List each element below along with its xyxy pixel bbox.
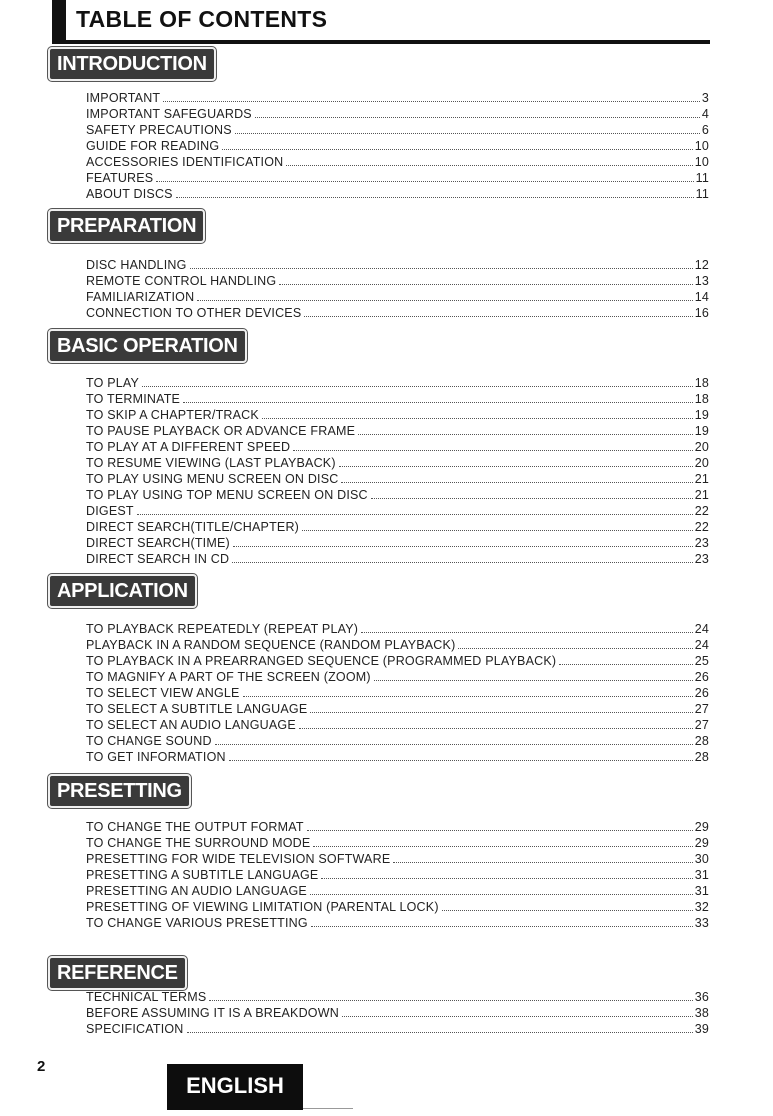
toc-entry-label: DIRECT SEARCH IN CD bbox=[86, 552, 230, 566]
toc-entry bbox=[86, 915, 709, 931]
toc-entry bbox=[86, 835, 709, 851]
toc-entry-page: 29 bbox=[694, 820, 709, 834]
toc-entry-label: TO PLAY USING TOP MENU SCREEN ON DISC bbox=[86, 488, 368, 502]
toc-entry-label: TECHNICAL TERMS bbox=[86, 990, 207, 1004]
dot-leader bbox=[279, 284, 692, 285]
toc-entry-label: REMOTE CONTROL HANDLING bbox=[86, 274, 277, 288]
dot-leader bbox=[243, 696, 693, 697]
toc-entry-page: 24 bbox=[694, 638, 709, 652]
toc-entry-page: 21 bbox=[694, 472, 709, 486]
toc-entry-label: DIGEST bbox=[86, 504, 134, 518]
dot-leader bbox=[310, 894, 693, 895]
toc-entry bbox=[86, 899, 709, 915]
dot-leader bbox=[233, 546, 693, 547]
toc-entry bbox=[86, 701, 709, 717]
toc-entry-page: 26 bbox=[694, 686, 709, 700]
toc-entry-page: 39 bbox=[694, 1022, 709, 1036]
toc-entry-page: 11 bbox=[695, 187, 709, 201]
toc-entry bbox=[86, 503, 709, 519]
toc-entry-page: 26 bbox=[694, 670, 709, 684]
dot-leader bbox=[215, 744, 693, 745]
page-number: 2 bbox=[37, 1058, 46, 1075]
dot-leader bbox=[374, 680, 693, 681]
dot-leader bbox=[209, 1000, 692, 1001]
dot-leader bbox=[262, 418, 693, 419]
dot-leader bbox=[187, 1032, 693, 1033]
toc-entry-label: TO RESUME VIEWING (LAST PLAYBACK) bbox=[86, 456, 336, 470]
toc-entry-label: TO SKIP A CHAPTER/TRACK bbox=[86, 408, 259, 422]
dot-leader bbox=[307, 830, 693, 831]
toc-entry-label: PLAYBACK IN A RANDOM SEQUENCE (RANDOM PLAYBACK) bbox=[86, 638, 456, 652]
toc-entry-label: TO PLAY USING MENU SCREEN ON DISC bbox=[86, 472, 339, 486]
dot-leader bbox=[361, 632, 693, 633]
toc-entry-label: TO CHANGE THE SURROUND MODE bbox=[86, 836, 311, 850]
toc-entry bbox=[86, 519, 709, 535]
toc-entry bbox=[86, 391, 709, 407]
toc-entry bbox=[86, 637, 709, 653]
toc-entry-page: 20 bbox=[694, 456, 709, 470]
toc-entry bbox=[86, 487, 709, 503]
toc-entry-page: 24 bbox=[694, 622, 709, 636]
toc-entry-page: 36 bbox=[694, 990, 709, 1004]
toc-entry-page: 18 bbox=[694, 376, 709, 390]
toc-entry-page: 19 bbox=[694, 408, 709, 422]
dot-leader bbox=[176, 197, 694, 198]
toc-entry-page: 11 bbox=[695, 171, 709, 185]
toc-entry-page: 30 bbox=[694, 852, 709, 866]
toc-entry-page: 14 bbox=[694, 290, 709, 304]
dot-leader bbox=[163, 101, 700, 102]
dot-leader bbox=[235, 133, 700, 134]
toc-entry-page: 27 bbox=[694, 702, 709, 716]
dot-leader bbox=[313, 846, 692, 847]
toc-entry-page: 38 bbox=[694, 1006, 709, 1020]
section-heading-presetting: PRESETTING bbox=[48, 774, 191, 808]
toc-entry bbox=[86, 819, 709, 835]
section-heading-application: APPLICATION bbox=[48, 574, 197, 608]
dot-leader bbox=[304, 316, 692, 317]
toc-entry bbox=[86, 423, 709, 439]
toc-entry-label: PRESETTING AN AUDIO LANGUAGE bbox=[86, 884, 307, 898]
toc-entry-label: SAFETY PRECAUTIONS bbox=[86, 123, 232, 137]
toc-entry bbox=[86, 535, 709, 551]
dot-leader bbox=[371, 498, 693, 499]
toc-entry-page: 13 bbox=[694, 274, 709, 288]
toc-entry-label: PRESETTING FOR WIDE TELEVISION SOFTWARE bbox=[86, 852, 391, 866]
dot-leader bbox=[293, 450, 692, 451]
dot-leader bbox=[310, 712, 692, 713]
toc-entry bbox=[86, 669, 709, 685]
toc-entry bbox=[86, 154, 709, 170]
toc-entry-page: 10 bbox=[694, 155, 709, 169]
section-heading-reference: REFERENCE bbox=[48, 956, 187, 990]
toc-entry-page: 22 bbox=[694, 520, 709, 534]
toc-entry-page: 25 bbox=[694, 654, 709, 668]
toc-entry-label: TO PAUSE PLAYBACK OR ADVANCE FRAME bbox=[86, 424, 356, 438]
dot-leader bbox=[137, 514, 693, 515]
toc-entry-page: 31 bbox=[694, 884, 709, 898]
toc-entry bbox=[86, 138, 709, 154]
toc-entry-page: 19 bbox=[694, 424, 709, 438]
toc-entry bbox=[86, 186, 709, 202]
toc-entry-page: 23 bbox=[694, 552, 709, 566]
toc-entry bbox=[86, 685, 709, 701]
dot-leader bbox=[393, 862, 692, 863]
toc-entry-label: IMPORTANT SAFEGUARDS bbox=[86, 107, 252, 121]
dot-leader bbox=[255, 117, 700, 118]
toc-entry bbox=[86, 170, 709, 186]
toc-entry bbox=[86, 621, 709, 637]
toc-entry bbox=[86, 867, 709, 883]
toc-entry bbox=[86, 989, 709, 1005]
toc-entry-page: 20 bbox=[694, 440, 709, 454]
dot-leader bbox=[222, 149, 692, 150]
toc-entry-label: ABOUT DISCS bbox=[86, 187, 173, 201]
dot-leader bbox=[286, 165, 692, 166]
toc-entry-label: BEFORE ASSUMING IT IS A BREAKDOWN bbox=[86, 1006, 339, 1020]
toc-entry bbox=[86, 733, 709, 749]
dot-leader bbox=[442, 910, 693, 911]
toc-entry bbox=[86, 305, 709, 321]
dot-leader bbox=[302, 530, 693, 531]
section-entries bbox=[86, 375, 709, 567]
toc-entry-label: TO CHANGE VARIOUS PRESETTING bbox=[86, 916, 308, 930]
language-tab: ENGLISH bbox=[167, 1064, 303, 1110]
toc-entry-label: TO GET INFORMATION bbox=[86, 750, 226, 764]
dot-leader bbox=[142, 386, 693, 387]
toc-entry-page: 12 bbox=[694, 258, 709, 272]
toc-entry-label: PRESETTING A SUBTITLE LANGUAGE bbox=[86, 868, 319, 882]
toc-entry-page: 3 bbox=[701, 91, 709, 105]
toc-entry-label: TO MAGNIFY A PART OF THE SCREEN (ZOOM) bbox=[86, 670, 371, 684]
dot-leader bbox=[458, 648, 692, 649]
dot-leader bbox=[232, 562, 693, 563]
dot-leader bbox=[559, 664, 692, 665]
toc-entry bbox=[86, 883, 709, 899]
toc-entry bbox=[86, 122, 709, 138]
toc-entry-page: 32 bbox=[694, 900, 709, 914]
toc-entry-label: GUIDE FOR READING bbox=[86, 139, 220, 153]
toc-entry bbox=[86, 749, 709, 765]
toc-entry bbox=[86, 1005, 709, 1021]
toc-entry-label: TO SELECT VIEW ANGLE bbox=[86, 686, 240, 700]
toc-entry-label: IMPORTANT bbox=[86, 91, 161, 105]
section-entries bbox=[86, 621, 709, 765]
page-title: TABLE OF CONTENTS bbox=[76, 6, 328, 32]
toc-entry-page: 29 bbox=[694, 836, 709, 850]
toc-entry-label: DIRECT SEARCH(TIME) bbox=[86, 536, 230, 550]
toc-entry-page: 27 bbox=[694, 718, 709, 732]
toc-entry-label: FEATURES bbox=[86, 171, 154, 185]
section-heading-preparation: PREPARATION bbox=[48, 209, 205, 243]
toc-entry-label: TO PLAYBACK IN A PREARRANGED SEQUENCE (PROGRAMMED PLAYBACK) bbox=[86, 654, 557, 668]
section-entries bbox=[86, 989, 709, 1037]
toc-entry-label: TO SELECT A SUBTITLE LANGUAGE bbox=[86, 702, 308, 716]
toc-entry bbox=[86, 471, 709, 487]
toc-entry bbox=[86, 90, 709, 106]
toc-entry bbox=[86, 106, 709, 122]
dot-leader bbox=[341, 482, 692, 483]
toc-entry-page: 28 bbox=[694, 750, 709, 764]
toc-entry bbox=[86, 851, 709, 867]
toc-entry bbox=[86, 653, 709, 669]
dot-leader bbox=[190, 268, 693, 269]
toc-entry-page: 22 bbox=[694, 504, 709, 518]
dot-leader bbox=[183, 402, 693, 403]
section-entries bbox=[86, 819, 709, 931]
dot-leader bbox=[156, 181, 693, 182]
toc-entry bbox=[86, 1021, 709, 1037]
toc-entry bbox=[86, 257, 709, 273]
toc-entry bbox=[86, 289, 709, 305]
dot-leader bbox=[342, 1016, 693, 1017]
toc-entry-label: DISC HANDLING bbox=[86, 258, 187, 272]
dot-leader bbox=[229, 760, 693, 761]
toc-entry-label: TO SELECT AN AUDIO LANGUAGE bbox=[86, 718, 296, 732]
section-heading-basic-operation: BASIC OPERATION bbox=[48, 329, 247, 363]
toc-entry-page: 4 bbox=[701, 107, 709, 121]
toc-entry-label: DIRECT SEARCH(TITLE/CHAPTER) bbox=[86, 520, 300, 534]
dot-leader bbox=[197, 300, 692, 301]
toc-entry-label: CONNECTION TO OTHER DEVICES bbox=[86, 306, 302, 320]
dot-leader bbox=[299, 728, 693, 729]
toc-entry bbox=[86, 455, 709, 471]
toc-entry-label: TO PLAY AT A DIFFERENT SPEED bbox=[86, 440, 291, 454]
toc-entry bbox=[86, 717, 709, 733]
toc-entry bbox=[86, 407, 709, 423]
toc-entry bbox=[86, 375, 709, 391]
toc-entry bbox=[86, 439, 709, 455]
toc-entry bbox=[86, 273, 709, 289]
toc-entry bbox=[86, 551, 709, 567]
dot-leader bbox=[321, 878, 692, 879]
toc-entry-page: 16 bbox=[694, 306, 709, 320]
toc-entry-page: 31 bbox=[694, 868, 709, 882]
footer-divider bbox=[303, 1108, 353, 1109]
toc-entry-label: TO PLAY bbox=[86, 376, 140, 390]
section-heading-introduction: INTRODUCTION bbox=[48, 47, 216, 81]
toc-entry-page: 28 bbox=[694, 734, 709, 748]
section-entries bbox=[86, 90, 709, 202]
toc-entry-page: 6 bbox=[701, 123, 709, 137]
section-entries bbox=[86, 257, 709, 321]
toc-entry-label: FAMILIARIZATION bbox=[86, 290, 195, 304]
toc-entry-page: 10 bbox=[694, 139, 709, 153]
dot-leader bbox=[311, 926, 693, 927]
header-accent-bar bbox=[52, 0, 66, 44]
toc-entry-page: 18 bbox=[694, 392, 709, 406]
dot-leader bbox=[358, 434, 693, 435]
toc-entry-label: TO TERMINATE bbox=[86, 392, 181, 406]
toc-entry-label: TO PLAYBACK REPEATEDLY (REPEAT PLAY) bbox=[86, 622, 359, 636]
toc-entry-page: 33 bbox=[694, 916, 709, 930]
header-rule bbox=[52, 40, 710, 44]
dot-leader bbox=[339, 466, 693, 467]
toc-entry-label: ACCESSORIES IDENTIFICATION bbox=[86, 155, 284, 169]
toc-entry-label: PRESETTING OF VIEWING LIMITATION (PARENTAL LOCK) bbox=[86, 900, 439, 914]
toc-entry-page: 21 bbox=[694, 488, 709, 502]
toc-entry-page: 23 bbox=[694, 536, 709, 550]
toc-entry-label: TO CHANGE SOUND bbox=[86, 734, 212, 748]
toc-entry-label: SPECIFICATION bbox=[86, 1022, 184, 1036]
toc-entry-label: TO CHANGE THE OUTPUT FORMAT bbox=[86, 820, 304, 834]
